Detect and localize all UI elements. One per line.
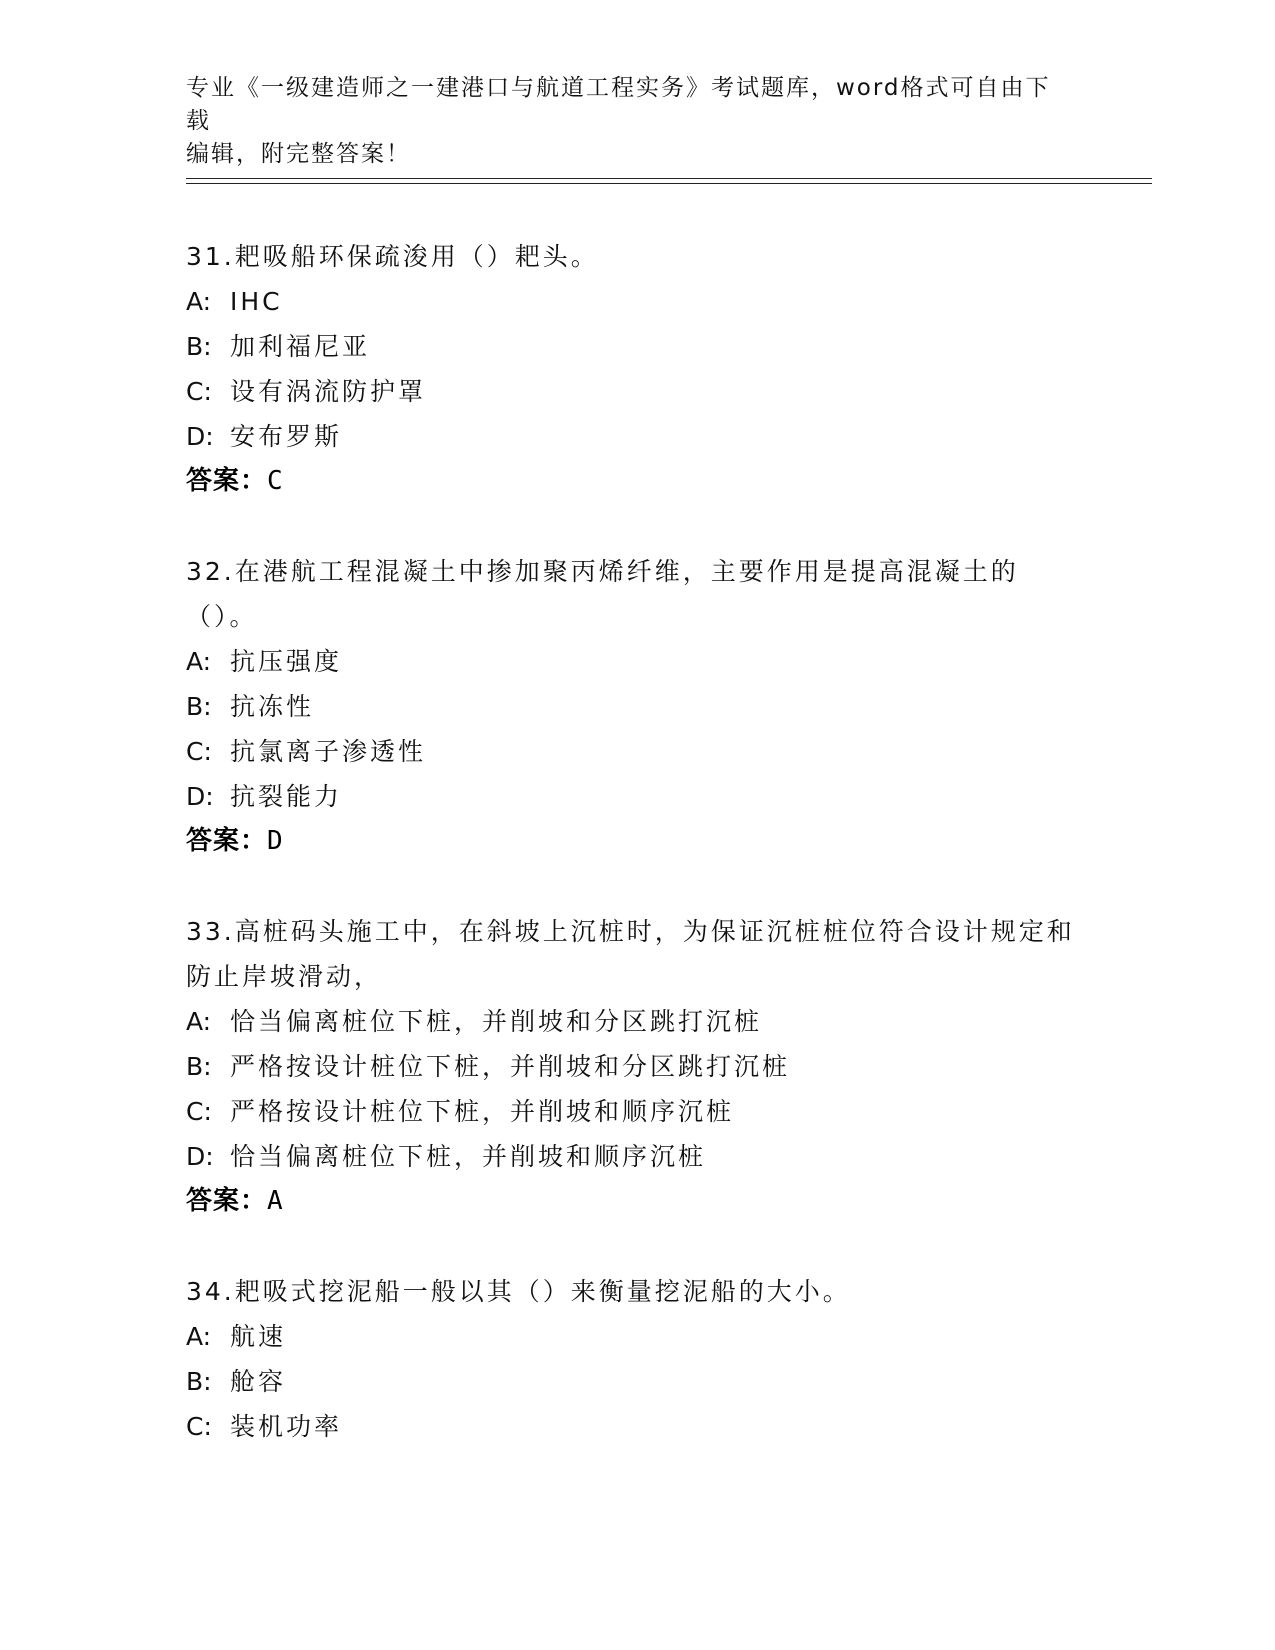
spacer bbox=[186, 864, 1086, 909]
option-key: A: bbox=[186, 1007, 212, 1036]
answer-label: 答案： bbox=[186, 1186, 268, 1216]
question-list bbox=[186, 234, 1086, 1449]
option-key: C: bbox=[186, 377, 212, 406]
answer-value: A bbox=[267, 1186, 284, 1216]
option-value: 抗氯离子渗透性 bbox=[230, 737, 427, 766]
option-value: IHC bbox=[230, 287, 283, 316]
spacer bbox=[186, 504, 1086, 549]
option-value: 航速 bbox=[230, 1322, 287, 1351]
answer-label: 答案： bbox=[186, 466, 268, 496]
option-value: 抗冻性 bbox=[230, 692, 315, 721]
document-header bbox=[186, 72, 1066, 171]
option-value: 设有涡流防护罩 bbox=[230, 377, 427, 406]
option-value: 抗裂能力 bbox=[230, 782, 343, 811]
option-value: 装机功率 bbox=[230, 1412, 343, 1441]
answer-value: D bbox=[267, 826, 284, 856]
option-b bbox=[186, 324, 1086, 369]
answer-value: C bbox=[267, 466, 284, 496]
option-key: C: bbox=[186, 737, 212, 766]
question-text: 31.耙吸船环保疏浚用（）耙头。 bbox=[186, 242, 599, 271]
option-a bbox=[186, 1314, 1086, 1359]
option-c bbox=[186, 1404, 1086, 1449]
option-d bbox=[186, 774, 1086, 819]
option-b bbox=[186, 1359, 1086, 1404]
option-c bbox=[186, 369, 1086, 414]
answer-line bbox=[186, 1179, 1086, 1224]
header-divider-top bbox=[186, 178, 1152, 179]
option-c bbox=[186, 729, 1086, 774]
option-key: D: bbox=[186, 422, 214, 451]
question-32 bbox=[186, 549, 1086, 864]
option-value: 恰当偏离桩位下桩，并削坡和分区跳打沉桩 bbox=[230, 1007, 763, 1036]
question-31 bbox=[186, 234, 1086, 504]
question-text: 32.在港航工程混凝土中掺加聚丙烯纤维，主要作用是提高混凝土的（）。 bbox=[186, 557, 1019, 631]
option-key: A: bbox=[186, 1322, 212, 1351]
answer-line bbox=[186, 819, 1086, 864]
option-key: D: bbox=[186, 782, 214, 811]
spacer bbox=[186, 1224, 1086, 1269]
option-key: B: bbox=[186, 332, 212, 361]
option-value: 加利福尼亚 bbox=[230, 332, 371, 361]
answer-line bbox=[186, 459, 1086, 504]
option-a bbox=[186, 999, 1086, 1044]
option-b bbox=[186, 684, 1086, 729]
question-text: 33.高桩码头施工中，在斜坡上沉桩时，为保证沉桩桩位符合设计规定和防止岸坡滑动， bbox=[186, 917, 1075, 991]
answer-label: 答案： bbox=[186, 826, 268, 856]
header-line-2: 编辑，附完整答案！ bbox=[186, 141, 411, 167]
option-key: A: bbox=[186, 647, 212, 676]
option-key: A: bbox=[186, 287, 212, 316]
option-b bbox=[186, 1044, 1086, 1089]
question-34 bbox=[186, 1269, 1086, 1449]
option-value: 恰当偏离桩位下桩，并削坡和顺序沉桩 bbox=[230, 1142, 707, 1171]
header-divider-bottom bbox=[186, 183, 1152, 184]
option-key: C: bbox=[186, 1412, 212, 1441]
option-value: 安布罗斯 bbox=[230, 422, 343, 451]
option-value: 抗压强度 bbox=[230, 647, 343, 676]
option-key: B: bbox=[186, 1052, 212, 1081]
header-line-1: 专业《一级建造师之一建港口与航道工程实务》考试题库，word格式可自由下载 bbox=[186, 75, 1051, 134]
question-33 bbox=[186, 909, 1086, 1224]
option-a bbox=[186, 639, 1086, 684]
option-c bbox=[186, 1089, 1086, 1134]
option-key: C: bbox=[186, 1097, 212, 1126]
option-key: D: bbox=[186, 1142, 214, 1171]
question-text: 34.耙吸式挖泥船一般以其（）来衡量挖泥船的大小。 bbox=[186, 1277, 851, 1306]
option-d bbox=[186, 414, 1086, 459]
option-value: 严格按设计桩位下桩，并削坡和顺序沉桩 bbox=[230, 1097, 735, 1126]
option-value: 舱容 bbox=[230, 1367, 287, 1396]
option-key: B: bbox=[186, 692, 212, 721]
option-value: 严格按设计桩位下桩，并削坡和分区跳打沉桩 bbox=[230, 1052, 791, 1081]
option-key: B: bbox=[186, 1367, 212, 1396]
option-d bbox=[186, 1134, 1086, 1179]
option-a bbox=[186, 279, 1086, 324]
